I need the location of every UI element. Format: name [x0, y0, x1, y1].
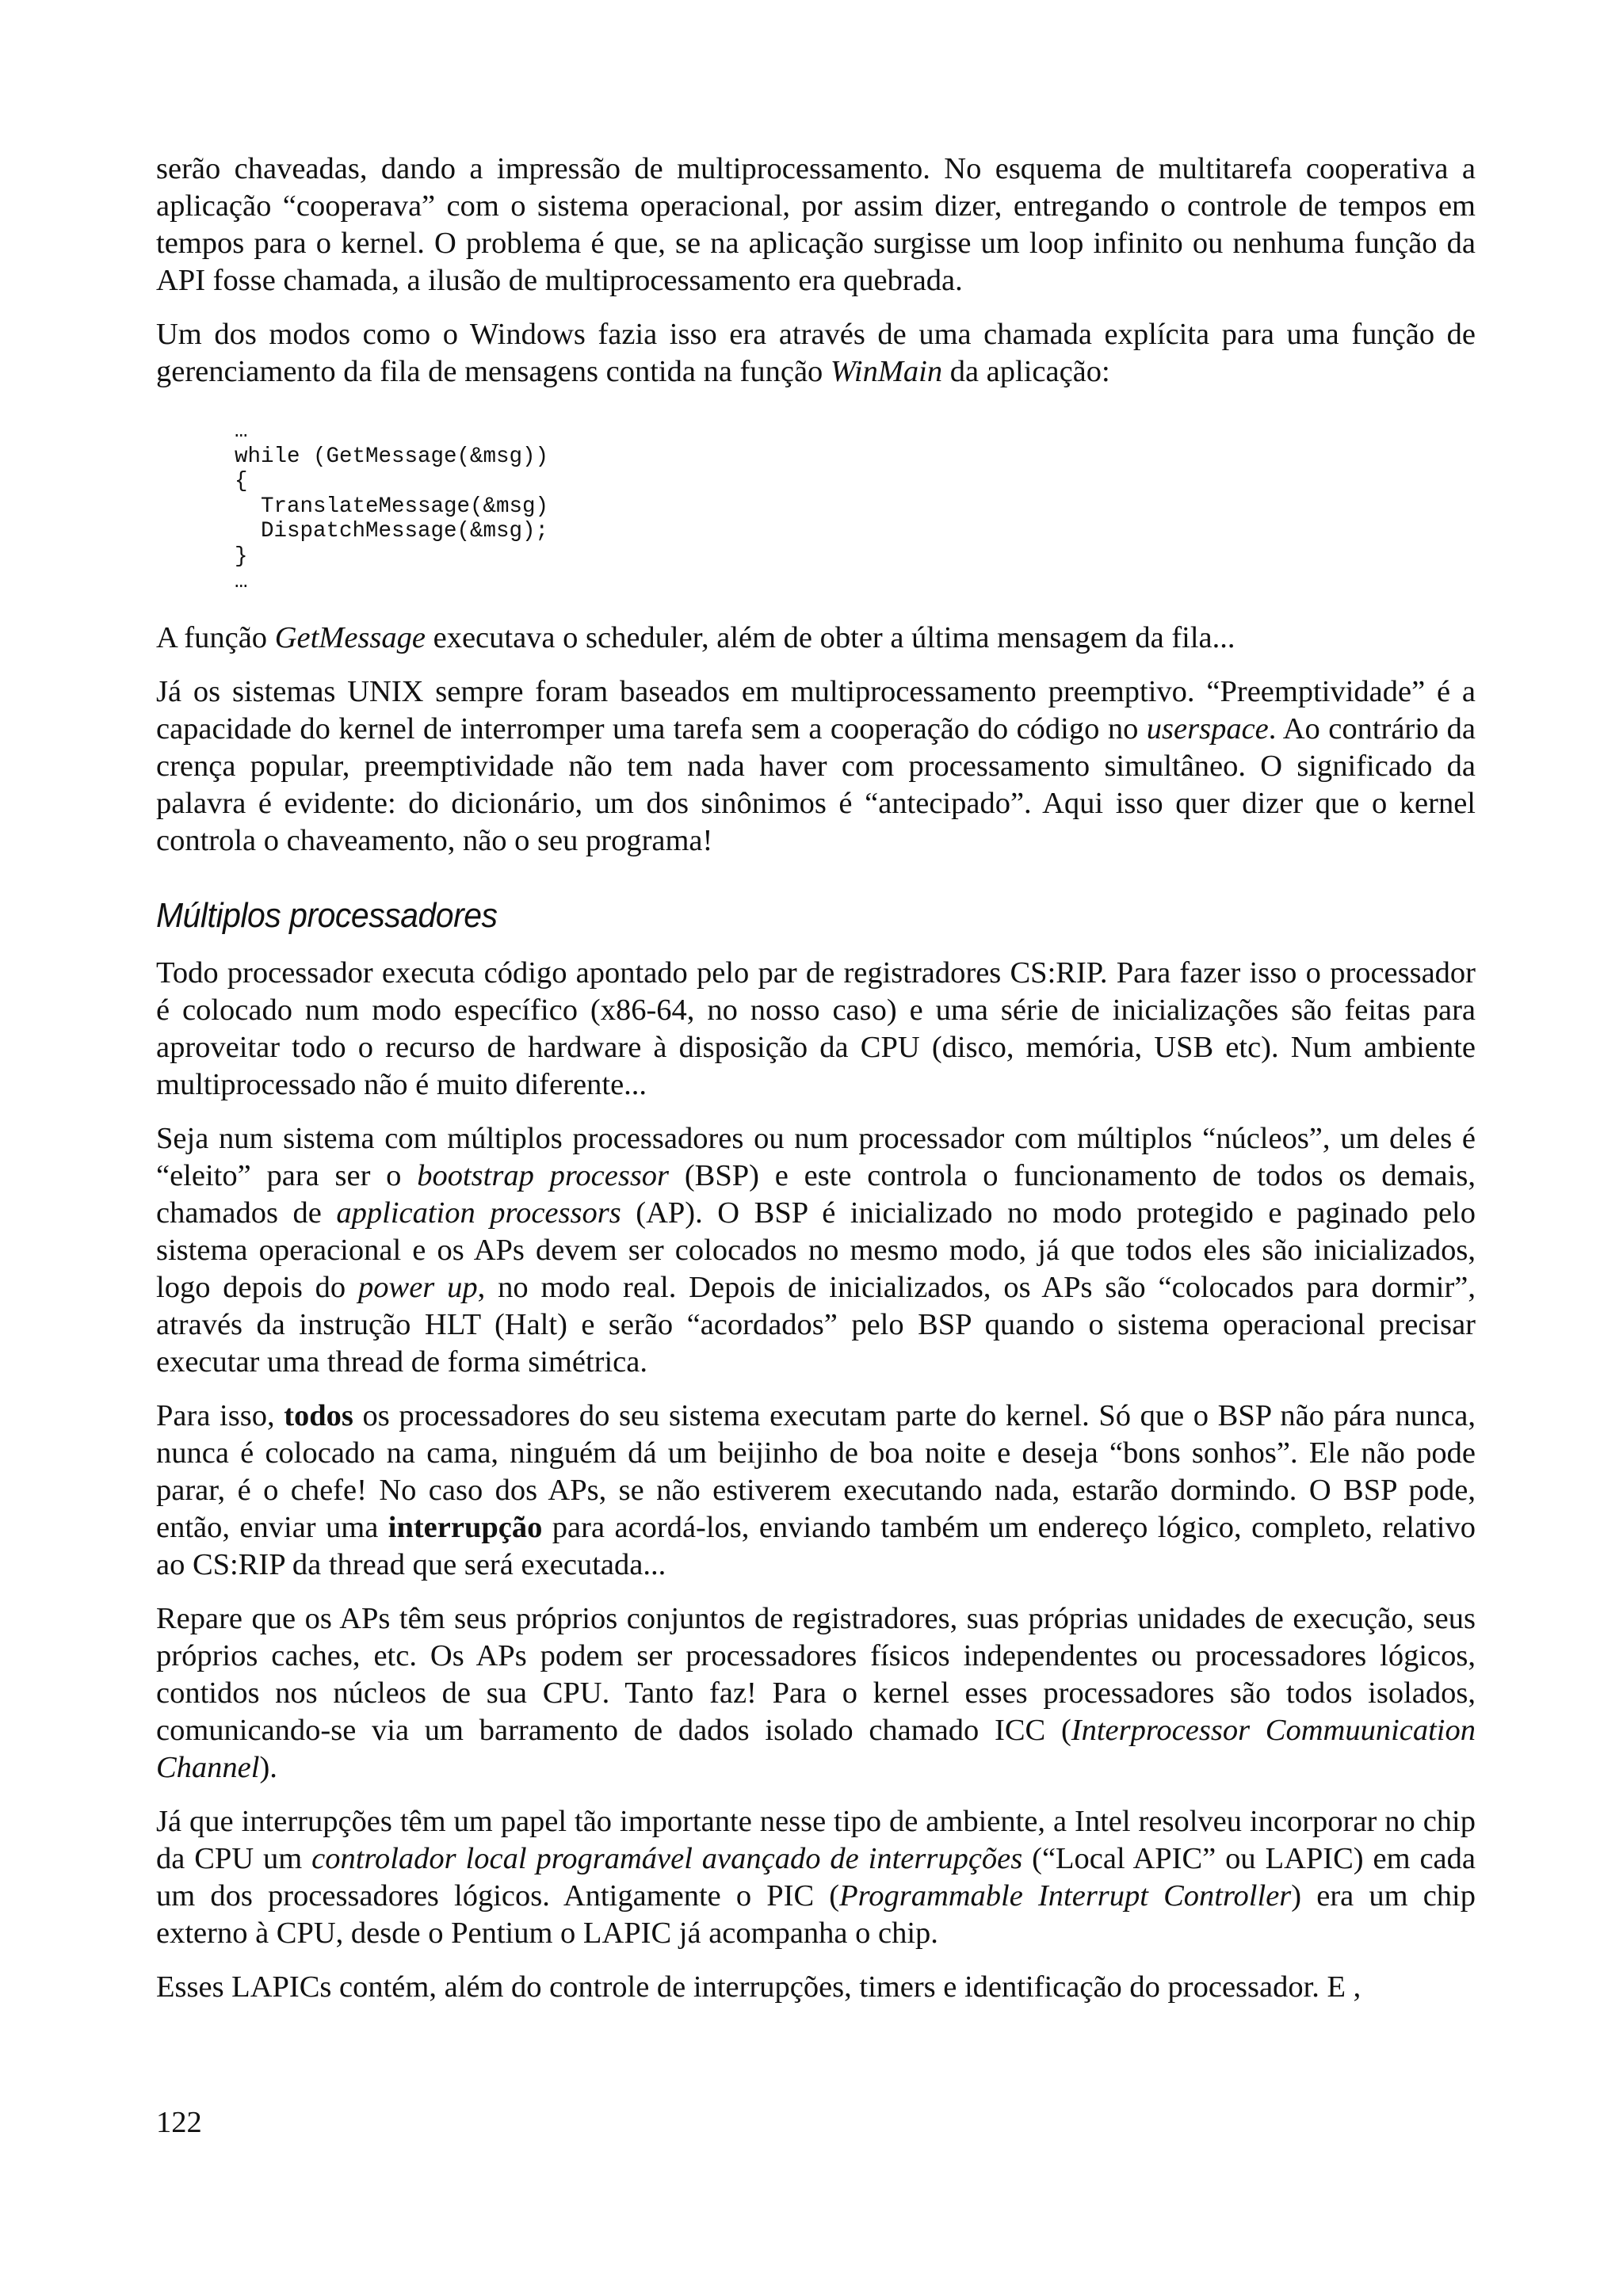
text-run: Um dos modos como o Windows fazia isso era através de uma chamada explícita para uma função de gerenciamento da fila de mensagens contida na função	[156, 318, 1476, 388]
text-run: (AP). O BSP é inicializado no modo protegido e paginado pelo sistema operacional e os APs devem ser colocados no mesmo modo, já que todos eles são inicializados, logo depois do	[156, 1196, 1476, 1305]
paragraph-windows-message-loop	[156, 316, 1476, 391]
code-line: …	[235, 419, 248, 444]
code-line: {	[235, 469, 248, 494]
term-userspace: userspace	[1146, 712, 1269, 746]
paragraph-multitasking-cooperative: serão chaveadas, dando a impressão de multiprocessamento. No esquema de multitarefa cooperativa a aplicação “cooperava” com o sistema operacional, por assim dizer, entregando o controle de tempos em tempos para o kernel. O problema é que, se na aplicação surgisse um loop infinito ou nenhuma função da API fosse chamada, a ilusão de multiprocessamento era quebrada.	[156, 152, 1476, 297]
text-run: Já que interrupções têm um papel tão importante nesse tipo de ambiente, a Intel resolveu incorporar no chip da CPU um	[156, 1805, 1476, 1876]
term-todos: todos	[284, 1399, 353, 1433]
term-application-processors: application processors	[336, 1196, 621, 1230]
text-run: (BSP) e este controla o funcionamento de todos os demais, chamados de	[156, 1159, 1476, 1230]
text-run: , no modo real. Depois de inicializados, os APs são “colocados para dormir”, através da instrução HLT (Halt) e serão “acordados” pelo BSP quando o sistema operacional precisar executar uma thread de forma simétrica.	[156, 1271, 1476, 1379]
code-line: while (GetMessage(&msg))	[235, 444, 549, 469]
term-icc: Interprocessor Commuunication Channel	[156, 1714, 1476, 1785]
paragraph-lapic-contents: Esses LAPICs contém, além do controle de interrupções, timers e identificação do processador. E ,	[156, 1970, 1361, 2004]
page-content	[156, 151, 1476, 2023]
term-interrupcao: interrupção	[388, 1511, 543, 1545]
paragraph-ap-registers	[156, 1600, 1476, 1787]
term-pic: Programmable Interrupt Controller	[839, 1879, 1292, 1913]
code-line: TranslateMessage(&msg)	[235, 494, 549, 519]
term-power-up: power up	[358, 1271, 478, 1305]
paragraph-all-processors	[156, 1398, 1476, 1584]
text-run: Seja num sistema com múltiplos processadores ou num processador com múltiplos “núcleos”, um deles é “eleito” para ser o	[156, 1122, 1476, 1193]
text-run: Repare que os APs têm seus próprios conjuntos de registradores, suas próprias unidades de execução, seus próprios caches, etc. Os APs podem ser processadores físicos independentes ou processadores lógicos, contidos nos núcleos de sua CPU. Tanto faz! Para o kernel esses processadores são todos isolados, comunicando-se via um barramento de dados isolado chamado ICC (	[156, 1602, 1476, 1748]
term-local-apic: controlador local programável avançado de interrupções	[311, 1842, 1023, 1876]
text-run: executava o scheduler, além de obter a última mensagem da fila...	[426, 621, 1235, 655]
text-run: Para isso,	[156, 1399, 285, 1433]
term-getmessage: GetMessage	[274, 621, 426, 655]
paragraph-getmessage	[156, 620, 1476, 657]
text-run: ) era um chip externo à CPU, desde o Pentium o LAPIC já acompanha o chip.	[156, 1879, 1476, 1951]
code-block-message-loop	[235, 419, 1476, 594]
code-line: }	[235, 543, 248, 569]
code-line: DispatchMessage(&msg);	[235, 519, 549, 544]
paragraph-cs-rip: Todo processador executa código apontado pelo par de registradores CS:RIP. Para fazer isso o processador é colocado num modo específico (x86-64, no nosso caso) e uma série de inicializações são feitas para aproveitar todo o recurso de hardware à disposição da CPU (disco, memória, USB etc). Num ambiente multiprocessado não é muito diferente...	[156, 956, 1476, 1102]
page-number: 122	[156, 2106, 202, 2139]
text-run: A função	[156, 621, 275, 655]
text-run: da aplicação:	[942, 355, 1110, 388]
term-winmain: WinMain	[830, 355, 943, 388]
text-run: para acordá-los, enviando também um endereço lógico, completo, relativo ao CS:RIP da thread que será executada...	[156, 1511, 1476, 1582]
term-bootstrap-processor: bootstrap processor	[417, 1159, 670, 1193]
code-line: …	[235, 569, 248, 594]
text-run: ).	[259, 1751, 277, 1785]
paragraph-bsp-ap	[156, 1120, 1476, 1381]
paragraph-lapic	[156, 1803, 1476, 1952]
section-heading: Múltiplos processadores	[156, 896, 498, 936]
paragraph-unix-preemptive	[156, 673, 1476, 860]
text-run: Já os sistemas UNIX sempre foram baseados em multiprocessamento preemptivo. “Preemptividade” é a capacidade do kernel de interromper uma tarefa sem a cooperação do código no	[156, 675, 1476, 746]
text-run: os processadores do seu sistema executam parte do kernel. Só que o BSP não pára nunca, nunca é colocado na cama, ninguém dá um beijinho de boa noite e deseja “bons sonhos”. Ele não pode parar, é o chefe! No caso dos APs, se não estiverem executando nada, estarão dormindo. O BSP pode, então, enviar uma	[156, 1399, 1476, 1545]
text-run: (“Local APIC” ou LAPIC) em cada um dos processadores lógicos. Antigamente o PIC (	[156, 1842, 1476, 1913]
text-run: . Ao contrário da crença popular, preemptividade não tem nada haver com processamento simultâneo. O significado da palavra é evidente: do dicionário, um dos sinônimos é “antecipado”. Aqui isso quer dizer que o kernel controla o chaveamento, não o seu programa!	[156, 712, 1476, 858]
